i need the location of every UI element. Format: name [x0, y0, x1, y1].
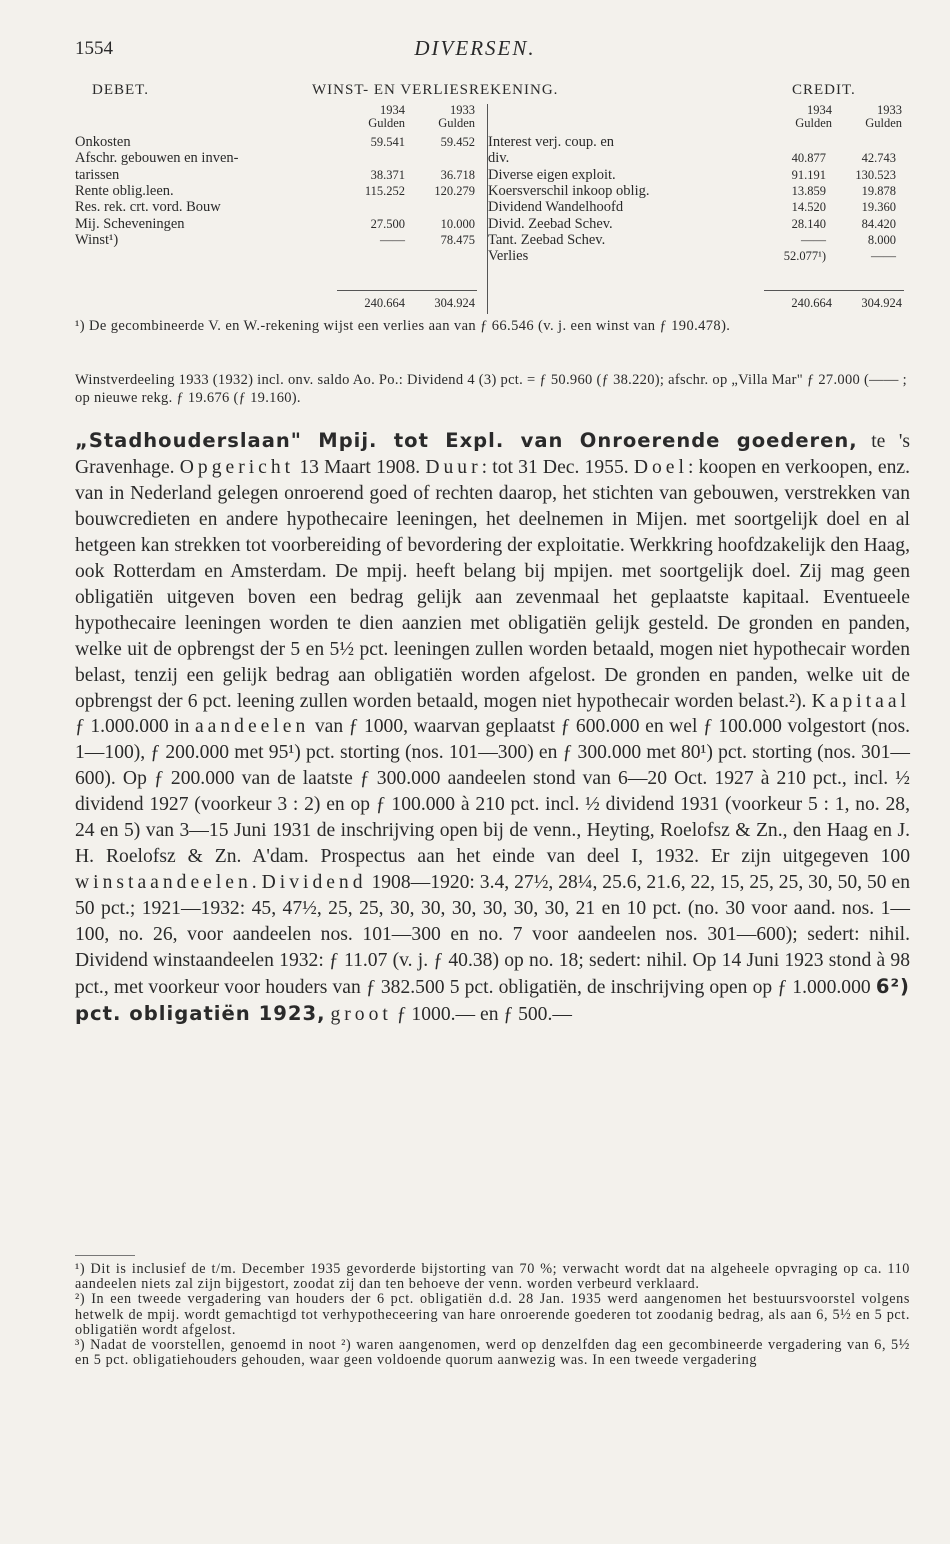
footnote-2: ²) In een tweede vergadering van houders der 6 pct. obligatiën d.d. 28 Jan. 1935 werd aangenomen het bestuursvoorstel volgens hetwelk de mpij. wordt gemachtigd tot verhypotheceering van hare onroerende goederen tot zoodanig bedrag, als aan 6, 5½ en 5 pct. obligatiën wordt afgelost.	[75, 1291, 910, 1338]
year-label: 1933	[450, 103, 475, 117]
kapitaal-label: Kapitaal	[811, 690, 911, 712]
credit-col-1934	[764, 104, 832, 130]
credit-row-value-1934: ——	[801, 232, 826, 247]
profit-loss-account	[75, 104, 910, 336]
dividend-text: 1908—1920: 3.4, 27½, 28¼, 25.6, 21.6, 22, 15, 25, 25, 30, 50, 50 en 50 pct.; 1921—1932: 45, 47½, 25, 25, 30, 30, 30, 30, 30, 30, 21 en 10 pct. (no. 30 voor aand. nos. 1—100, no. 26, voor aandeelen nos. 101—300 en no. 7 voor aandeelen nos. 301—600); sedert: nihil. Dividend winstaandeelen 1932: ƒ 11.07 (v. j. ƒ 40.38) op no. 18; sedert: nihil. Op 14 Juni 1923 stond à 98 pct., met voorkeur voor houders van ƒ 382.500 5 pct. obligatiën, de inschrijving open op ƒ 1.000.000	[75, 872, 911, 999]
groot-value: ƒ 1000.— en ƒ 500.—	[391, 1003, 572, 1025]
year-label: 1934	[807, 103, 832, 117]
debit-row-value-1933: 78.475	[440, 232, 475, 247]
credit-row-label: Diverse eigen exploit.	[488, 166, 616, 183]
aandeelen-label: aandeelen	[194, 716, 310, 738]
debit-col-1933	[407, 104, 475, 130]
duur-label: Duur	[425, 456, 482, 478]
unit-label: Gulden	[795, 116, 832, 130]
year-label: 1934	[380, 103, 405, 117]
debit-row-label: Winst¹)	[75, 231, 119, 248]
credit-label: CREDIT.	[792, 82, 856, 98]
running-title: DIVERSEN.	[414, 36, 536, 60]
credit-row-value-1934: 14.520	[791, 200, 826, 215]
credit-row-label: Divid. Zeebad Schev.	[488, 215, 613, 232]
winstverdeeling: Winstverdeeling 1933 (1932) incl. onv. saldo Ao. Po.: Dividend 4 (3) pct. = ƒ 50.960 (ƒ 38.220); afschr. op „Villa Mar" ƒ 27.000 (—— ; op nieuwe rekg. ƒ 19.676 (ƒ 19.160).	[75, 372, 907, 406]
credit-row-label: Interest verj. coup. en	[488, 134, 615, 150]
obligatien-heading: pct. obligatiën 1923,	[75, 1001, 326, 1025]
account-title: WINST- EN VERLIESREKENING.	[312, 82, 559, 98]
credit-total-1934: 240.664	[791, 296, 832, 310]
credit-row-value-1933: 130.523	[855, 167, 896, 182]
credit-row-value-1934: 40.877	[791, 151, 826, 166]
debit-row-value-1933: 59.452	[440, 135, 475, 149]
winstaandeelen-label: winstaandeelen	[75, 872, 252, 894]
opgericht-value: 13 Maart 1908.	[294, 456, 421, 478]
footnote-separator	[75, 1255, 135, 1256]
debit-row-label: Rente oblig.leen.	[75, 182, 174, 199]
unit-label: Gulden	[438, 116, 475, 130]
credit-row-label: Verlies	[488, 248, 529, 265]
unit-label: Gulden	[865, 116, 902, 130]
debet-label: DEBET.	[92, 82, 149, 98]
debit-row-value-1933: 10.000	[440, 216, 475, 231]
credit-row-label: Tant. Zeebad Schev.	[488, 231, 606, 248]
doel-label: Doel	[633, 456, 688, 478]
debit-row-label: Mij. Scheveningen	[75, 215, 185, 232]
debit-row-value-1933: 36.718	[440, 167, 475, 182]
credit-row-label: Dividend Wandelhoofd	[488, 199, 624, 216]
opgericht-label: Opgericht	[179, 456, 295, 478]
credit-row-label: Koersverschil inkoop oblig.	[488, 182, 650, 199]
year-label: 1933	[877, 103, 902, 117]
debit-row-value-1934: 59.541	[370, 135, 405, 149]
credit-total-rule	[764, 290, 904, 291]
credit-row-value-1933: 84.420	[861, 216, 896, 231]
debit-row-label: Res. rek. crt. vord. Bouw	[75, 199, 221, 216]
credit-row-value-1933: 19.360	[861, 200, 896, 215]
debit-total-1933: 304.924	[434, 296, 475, 310]
credit-row-value-1934: 91.191	[791, 167, 826, 182]
credit-row-value-1933: ——	[871, 249, 896, 264]
account-footnote: ¹) De gecombineerde V. en W.-rekening wijst een verlies aan van ƒ 66.546 (v. j. een winst van ƒ 190.478).	[75, 318, 731, 334]
dividend-label: Dividend	[261, 872, 367, 894]
duur-value: : tot 31 Dec. 1955.	[481, 456, 629, 478]
debit-row-label: Afschr. gebouwen en inven-	[75, 150, 239, 167]
kapitaal-text: van ƒ 1000, waarvan geplaatst ƒ 600.000 en wel ƒ 100.000 volgestort (nos. 1—100), ƒ 200.000 met 95¹) pct. storting (nos. 101—300) en ƒ 300.000 met 80¹) pct. storting (nos. 301—600). Op ƒ 200.000 van de laatste ƒ 300.000 aandeelen stond van 6—20 Oct. 1927 à 210 pct., incl. ½ dividend 1927 (voorkeur 3 : 2) en op ƒ 100.000 à 210 pct. incl. ½ dividend 1931 (voorkeur 5 : 1, no. 28, 24 en 5) van 3—15 Juni 1931 de inschrijving open bij de venn., Heyting, Roelofsz & Zn., den Haag en J. H. Roelofsz & Zn. A'dam. Prospectus aan het einde van deel I, 1932. Er zijn uitgegeven 100	[75, 716, 910, 868]
unit-label: Gulden	[368, 116, 405, 130]
company-location: te 's Gravenhage.	[75, 431, 910, 478]
debit-row-value-1934: 27.500	[370, 216, 405, 231]
groot-label: groot	[330, 1003, 392, 1025]
footnote-1: ¹) Dit is inclusief de t/m. December 1935 gevorderde bijstorting van 70 %; verwacht wordt dat na algeheele opvraging op ca. 110 aandeelen niets zal zijn bijgestort, zoodat zij dan ten behoeve der venn. worden verbeurd verklaard.	[75, 1261, 910, 1293]
credit-row-value-1934: 28.140	[791, 216, 826, 231]
credit-row-value-1933: 8.000	[867, 232, 896, 247]
credit-total-1933: 304.924	[861, 296, 902, 310]
credit-row-value-1933: 19.878	[861, 183, 896, 198]
debit-total-1934: 240.664	[364, 296, 405, 310]
credit-row-label: div.	[488, 150, 510, 167]
page-number: 1554	[75, 38, 113, 59]
debit-row-value-1933: 120.279	[434, 183, 475, 198]
debit-row-value-1934: ——	[380, 232, 405, 247]
debit-total-rule	[337, 290, 477, 291]
footnote-3: ³) Nadat de voorstellen, genoemd in noot ²) waren aangenomen, werd op denzelfden dag een gecombineerde vergadering van 6, 5½ en 5 pct. obligatiehouders gehouden, waar geen voldoende quorum aanwezig was. In een tweede vergadering	[75, 1337, 910, 1369]
debit-row-label: Onkosten	[75, 134, 131, 150]
oblig-rate: 6²)	[875, 975, 910, 999]
credit-side	[487, 104, 910, 314]
doel-text: : koopen en verkoopen, enz. van in Nederland gelegen onroerend goed of rechten daarop, het stichten van gebouwen, verstrekken van bouwcredieten en andere hypothecaire leeningen, het deelnemen in Mijen. met soortgelijk doel en al hetgeen kan strekken tot voorbereiding of bevordering der exploitatie. Werkkring hoofdzakelijk den Haag, ook Rotterdam en Amsterdam. De mpij. heeft belang bij mpijen. met soortgelijk doel. Zij mag geen obligatiën uitgeven boven een bedrag gelijk aan zevenmaal het geplaatste kapitaal. Eventueele hypothecaire leeningen worden te dien aanzien met obligatiën gelijk gesteld. De gronden en panden, welke uit de opbrengst der 5 en 5½ pct. leeningen zullen worden betaald, mogen niet hypothecair worden belast, tenzij een gelijk bedrag aan obligatiën worden afgelost. De gronden en panden, welke uit de opbrengst der 6 pct. leening zullen worden betaald, mogen niet hypothecair worden belast.²).	[75, 456, 911, 712]
debit-row-label: tarissen	[75, 166, 120, 183]
company-entry: „Stadhouderslaan" Mpij. tot Expl. van Onroerende goederen, te 's Gravenhage. Opgericht 13 Maart 1908. Duur: tot 31 Dec. 1955. Doel: koopen en verkoopen, enz. van in Nederland gelegen onroerend goed of rechten daarop, het stichten van gebouwen, verstrekken van bouwcredieten en andere hypothecaire leeningen, het deelnemen in Mijen. met soortgelijk doel en al hetgeen kan strekken tot voorbereiding of bevordering der exploitatie. Werkkring hoofdzakelijk den Haag, ook Rotterdam en Amsterdam. De mpij. heeft belang bij mpijen. met soortgelijk doel. Zij mag geen obligatiën uitgeven boven een bedrag gelijk aan zevenmaal het geplaatste kapitaal. Eventueele hypothecaire leeningen worden te dien aanzien met obligatiën gelijk gesteld. De gronden en panden, welke uit de opbrengst der 5 en 5½ pct. leeningen zullen worden betaald, mogen niet hypothecair worden belast, tenzij een gelijk bedrag aan obligatiën worden afgelost. De gronden en panden, welke uit de opbrengst der 6 pct. leening zullen worden betaald, mogen niet hypothecair worden belast.²). Kapitaal ƒ 1.000.000 in aandeelen van ƒ 1000, waarvan geplaatst ƒ 600.000 en wel ƒ 100.000 volgestort (nos. 1—100), ƒ 200.000 met 95¹) pct. storting (nos. 101—300) en ƒ 300.000 met 80¹) pct. storting (nos. 301—600). Op ƒ 200.000 van de laatste ƒ 300.000 aandeelen stond van 6—20 Oct. 1927 à 210 pct., incl. ½ dividend 1927 (voorkeur 3 : 2) en op ƒ 100.000 à 210 pct. incl. ½ dividend 1931 (voorkeur 5 : 1, no. 28, 24 en 5) van 3—15 Juni 1931 de inschrijving open bij de venn., Heyting, Roelofsz & Zn., den Haag en J. H. Roelofsz & Zn. A'dam. Prospectus aan het einde van deel I, 1932. Er zijn uitgegeven 100 winstaandeelen. Dividend 1908—1920: 3.4, 27½, 28¼, 25.6, 21.6, 22, 15, 25, 25, 30, 50, 50 en 50 pct.; 1921—1932: 45, 47½, 25, 25, 30, 30, 30, 30, 30, 30, 21 en 10 pct. (no. 30 voor aand. nos. 1—100, no. 26, voor aandeelen nos. 101—300 en no. 7 voor aandeelen nos. 301—600); sedert: nihil. Dividend winstaandeelen 1932: ƒ 11.07 (v. j. ƒ 40.38) op no. 18; sedert: nihil. Op 14 Juni 1923 stond à 98 pct., met voorkeur voor houders van ƒ 382.500 5 pct. obligatiën, de inschrijving open op ƒ 1.000.000 6²) pct. obligatiën 1923, groot ƒ 1000.— en ƒ 500.—	[75, 429, 911, 1025]
debit-row-value-1934: 38.371	[370, 167, 405, 182]
credit-col-1933	[834, 104, 902, 130]
credit-row-value-1934: 13.859	[791, 183, 826, 198]
credit-row-value-1934: 52.077¹)	[783, 249, 826, 264]
footnotes	[75, 1262, 910, 1368]
debit-row-value-1934: 115.252	[364, 183, 405, 198]
kapitaal-pre: ƒ 1.000.000 in	[75, 716, 195, 738]
debit-col-1934	[337, 104, 405, 130]
company-name: „Stadhouderslaan" Mpij. tot Expl. van Onroerende goederen,	[75, 429, 858, 452]
credit-row-value-1933: 42.743	[861, 151, 896, 166]
